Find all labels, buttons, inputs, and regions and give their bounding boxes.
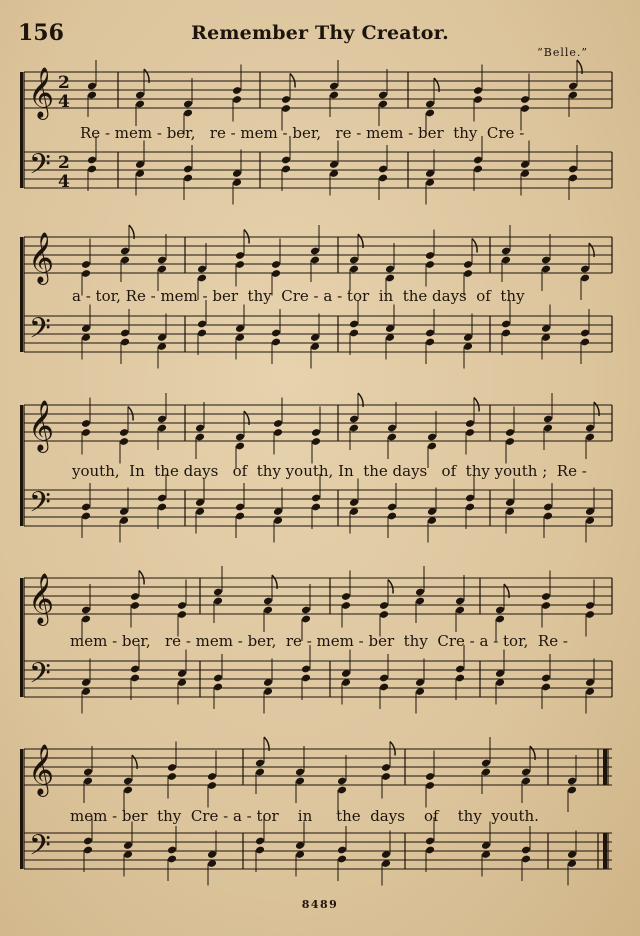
lyric-line-4: mem - ber, re - mem - ber, re - mem - ber thy Cre - a - tor, Re -	[70, 632, 568, 650]
treble-clef-icon: 𝄞	[28, 67, 55, 118]
treble-clef-icon: 𝄞	[28, 400, 55, 451]
bass-clef-icon: 𝄢	[29, 148, 51, 188]
tune-name: “Belle.”	[537, 46, 588, 59]
bass-clef-icon: 𝄢	[29, 829, 51, 869]
time-signature-top: 2	[58, 73, 70, 93]
bass-clef-icon: 𝄢	[29, 657, 51, 697]
final-barline	[603, 833, 607, 869]
treble-clef-icon: 𝄞	[28, 232, 55, 283]
treble-clef-icon: 𝄞	[28, 573, 55, 624]
page-number: 156	[18, 20, 64, 46]
time-signature-bottom: 4	[58, 172, 70, 192]
bass-clef-icon: 𝄢	[29, 312, 51, 352]
time-signature-top: 2	[58, 153, 70, 173]
hymn-title: Remember Thy Creator.	[191, 22, 449, 44]
lyric-line-5: mem - ber thy Cre - a - tor in the days of thy youth.	[70, 807, 539, 825]
plate-number: 8489	[301, 898, 339, 911]
time-signature-bottom: 4	[58, 92, 70, 112]
lyric-line-2: a - tor, Re - mem - ber thy Cre - a - tor in the days of thy	[72, 287, 525, 305]
bass-clef-icon: 𝄢	[29, 486, 51, 526]
system-bracket	[20, 237, 23, 352]
treble-clef-icon: 𝄞	[28, 744, 55, 795]
system-bracket	[20, 405, 23, 526]
system-bracket	[20, 749, 23, 869]
system-bracket	[20, 578, 23, 697]
lyric-line-1: Re - mem - ber, re - mem - ber, re - mem - ber thy Cre -	[80, 124, 525, 142]
final-barline	[603, 749, 607, 785]
lyric-line-3: youth, In the days of thy youth, In the days of thy youth ; Re -	[72, 462, 587, 480]
system-bracket	[20, 72, 23, 188]
